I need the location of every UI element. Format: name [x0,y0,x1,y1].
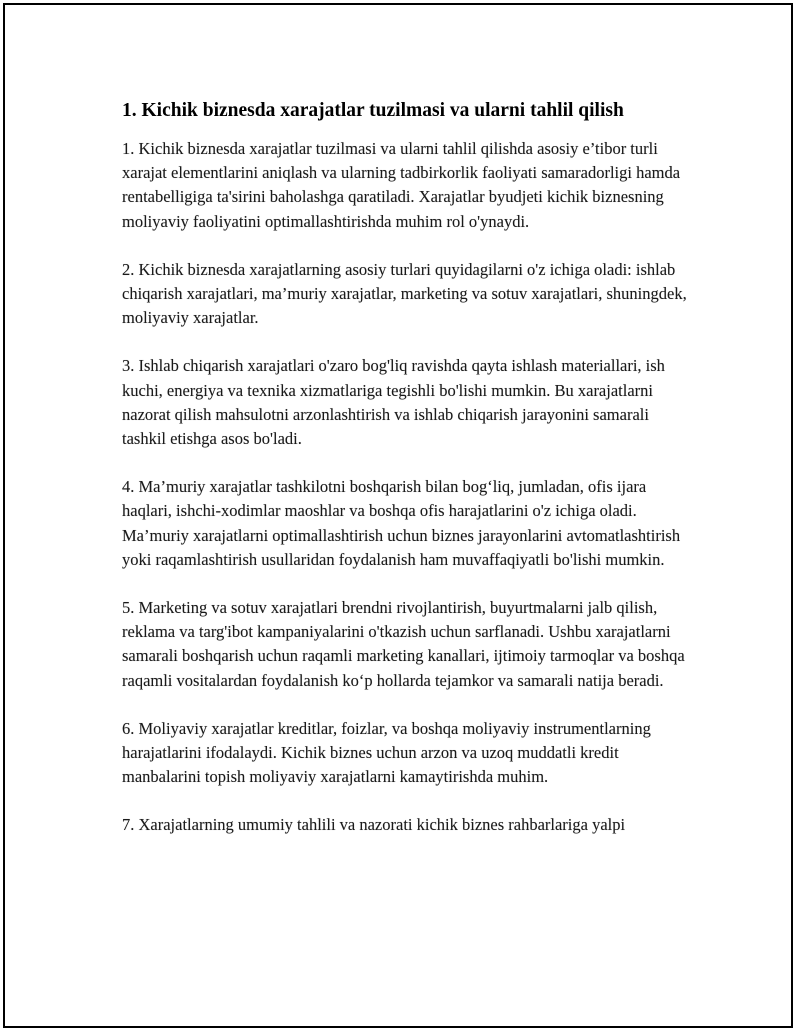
paragraph-6: 6. Moliyaviy xarajatlar kreditlar, foizlar, va boshqa moliyaviy instrumentlarning harajatlarini ifodalaydi. Kichik biznes uchun arzon va uzoq muddatli kredit manbalarini topish moliyaviy xarajatlarni kamaytirishda muhim. [122,718,651,787]
document-body [122,99,697,862]
paragraph-2: 2. Kichik biznesda xarajatlarning asosiy turlari quyidagilarni o'z ichiga oladi: ishlab chiqarish xarajatlari, ma’muriy xarajatlar, marketing va sotuv xarajatlari, shuningdek, moliyaviy xarajatlar. [122,259,687,328]
paragraph-4: 4. Ma’muriy xarajatlar tashkilotni boshqarish bilan bog‘liq, jumladan, ofis ijara haqlari, ishchi-xodimlar maoshlar va boshqa ofis harajatlarini o'z ichiga oladi. Ma’muriy xarajatlarni optimallashtirish uchun biznes jarayonlarini avtomatlashtirish yoki raqamlashtirish usullaridan foydalanish ham muvaffaqiyatli bo'lishi mumkin. [122,477,681,569]
paragraph-7: 7. Xarajatlarning umumiy tahlili va nazorati kichik biznes rahbarlariga yalpi [122,815,626,835]
page-frame [3,3,793,1028]
paragraph-3: 3. Ishlab chiqarish xarajatlari o'zaro bog'liq ravishda qayta ishlash materiallari, ish kuchi, energiya va texnika xizmatlariga tegishli bo'lishi mumkin. Bu xarajatlarni nazorat qilish mahsulotni arzonlashtirish va ishlab chiqarish jarayonini samarali tashkil etishga asos bo'ladi. [122,356,665,449]
document-title: 1. Kichik biznesda xarajatlar tuzilmasi va ularni tahlil qilish [122,100,624,121]
paragraph-1: 1. Kichik biznesda xarajatlar tuzilmasi va ularni tahlil qilishda asosiy e’tibor turli xarajat elementlarini aniqlash va ularning tadbirkorlik faoliyati samaradorligi hamda rentabelligiga ta'sirini baholashga qaratiladi. Xarajatlar byudjeti kichik biznesning moliyaviy faoliyatini optimallashtirishda muhim rol o'ynaydi. [122,139,681,231]
paragraph-5: 5. Marketing va sotuv xarajatlari brendni rivojlantirish, buyurtmalarni jalb qilish, reklama va targ'ibot kampaniyalarini o'tkazish uchun sarflanadi. Ushbu xarajatlarni samarali boshqarish uchun raqamli marketing kanallari, ijtimoiy tarmoqlar va boshqa raqamli vositalardan foydalanish ko‘p hollarda tejamkor va samarali natija beradi. [122,598,685,690]
